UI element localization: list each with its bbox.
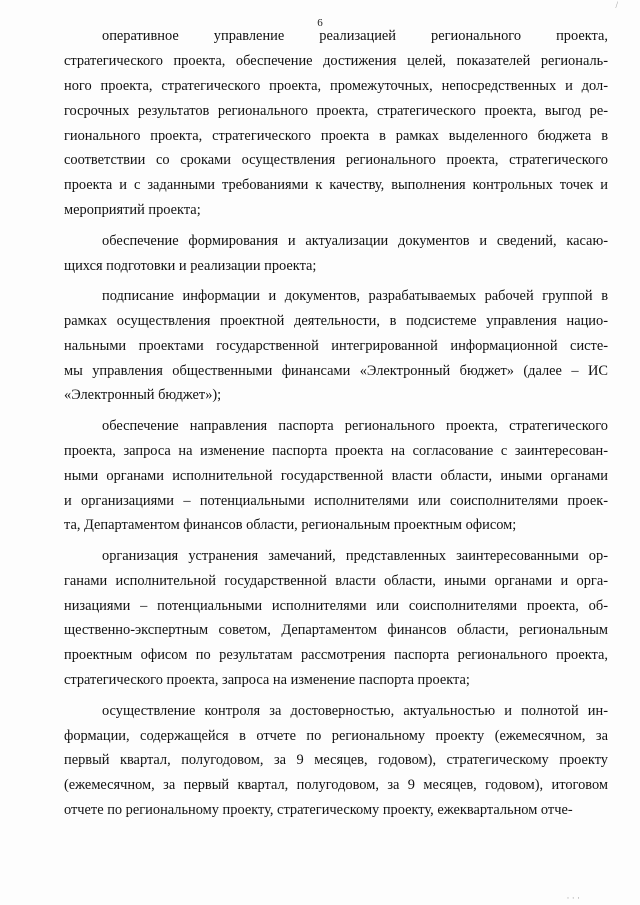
text-line: и организациями – потенциальными исполнителями или соисполнителями проек- bbox=[64, 492, 608, 509]
text-line: стратегического проекта, запроса на изменение паспорта проекта; bbox=[64, 672, 470, 689]
text-line: ного проекта, стратегического проекта, промежуточных, непосредственных и дол- bbox=[64, 77, 608, 94]
paragraph-p2 bbox=[64, 229, 608, 279]
text-line: обеспечение формирования и актуализации документов и сведений, касаю- bbox=[102, 232, 608, 249]
scan-artifact: · · · bbox=[566, 893, 580, 903]
text-line: осуществление контроля за достоверностью, актуальностью и полнотой ин- bbox=[102, 702, 608, 719]
text-line: обеспечение направления паспорта регионального проекта, стратегического bbox=[102, 417, 608, 434]
scan-artifact: / bbox=[615, 0, 618, 10]
text-line: мероприятий проекта; bbox=[64, 202, 201, 219]
text-line: отчете по региональному проекту, стратегическому проекту, ежеквартальном отче- bbox=[64, 802, 573, 819]
text-line: соответствии со сроками осуществления регионального проекта, стратегического bbox=[64, 152, 608, 169]
text-line: щественно-экспертным советом, Департаментом финансов области, региональным bbox=[64, 622, 608, 639]
text-line: (ежемесячном, за первый квартал, полугодовом, за 9 месяцев, годовом), итоговом bbox=[64, 777, 608, 794]
text-line: госрочных результатов регионального проекта, стратегического проекта, выгод ре- bbox=[64, 102, 608, 119]
text-line: та, Департаментом финансов области, региональным проектным офисом; bbox=[64, 517, 517, 534]
paragraph-p5 bbox=[64, 544, 608, 693]
text-line: проектным офисом по результатам рассмотрения паспорта регионального проекта, bbox=[64, 647, 608, 664]
text-line: «Электронный бюджет»); bbox=[64, 387, 222, 404]
text-line: проекта и с заданными требованиями к качеству, выполнения контрольных точек и bbox=[64, 177, 608, 194]
paragraph-p4 bbox=[64, 414, 608, 538]
paragraph-p6 bbox=[64, 699, 608, 823]
text-line: оперативное управление реализацией регионального проекта, bbox=[102, 28, 608, 44]
text-line: нальными проектами государственной интегрированной информационной систе- bbox=[64, 337, 608, 354]
text-line: формации, содержащейся в отчете по региональному проекту (ежемесячном, за bbox=[64, 727, 608, 744]
text-line: низациями – потенциальными исполнителями или соисполнителями проекта, об- bbox=[64, 597, 608, 614]
text-line: стратегического проекта, обеспечение достижения целей, показателей региональ- bbox=[64, 52, 608, 69]
text-line: проекта, запроса на изменение паспорта проекта на согласование с заинтересован- bbox=[64, 442, 608, 459]
paragraph-p3 bbox=[64, 284, 608, 408]
paragraph-p1 bbox=[64, 24, 608, 223]
text-line: ными органами исполнительной государственной власти области, иными органами bbox=[64, 467, 608, 484]
text-line: первый квартал, полугодовом, за 9 месяцев, годовом), стратегическому проекту bbox=[64, 752, 608, 769]
text-line: щихся подготовки и реализации проекта; bbox=[64, 257, 317, 274]
document-body bbox=[64, 24, 608, 823]
text-line: рамках осуществления проектной деятельности, в подсистеме управления нацио- bbox=[64, 312, 608, 329]
text-line: ганами исполнительной государственной власти области, иными органами и орга- bbox=[64, 572, 608, 589]
text-line: подписание информации и документов, разрабатываемых рабочей группой в bbox=[102, 287, 608, 304]
text-line: организация устранения замечаний, представленных заинтересованными ор- bbox=[102, 547, 608, 564]
text-line: мы управления общественными финансами «Электронный бюджет» (далее – ИС bbox=[64, 362, 608, 379]
text-line: гионального проекта, стратегического проекта в рамках выделенного бюджета в bbox=[64, 127, 608, 144]
page-number: 6 bbox=[317, 17, 323, 29]
